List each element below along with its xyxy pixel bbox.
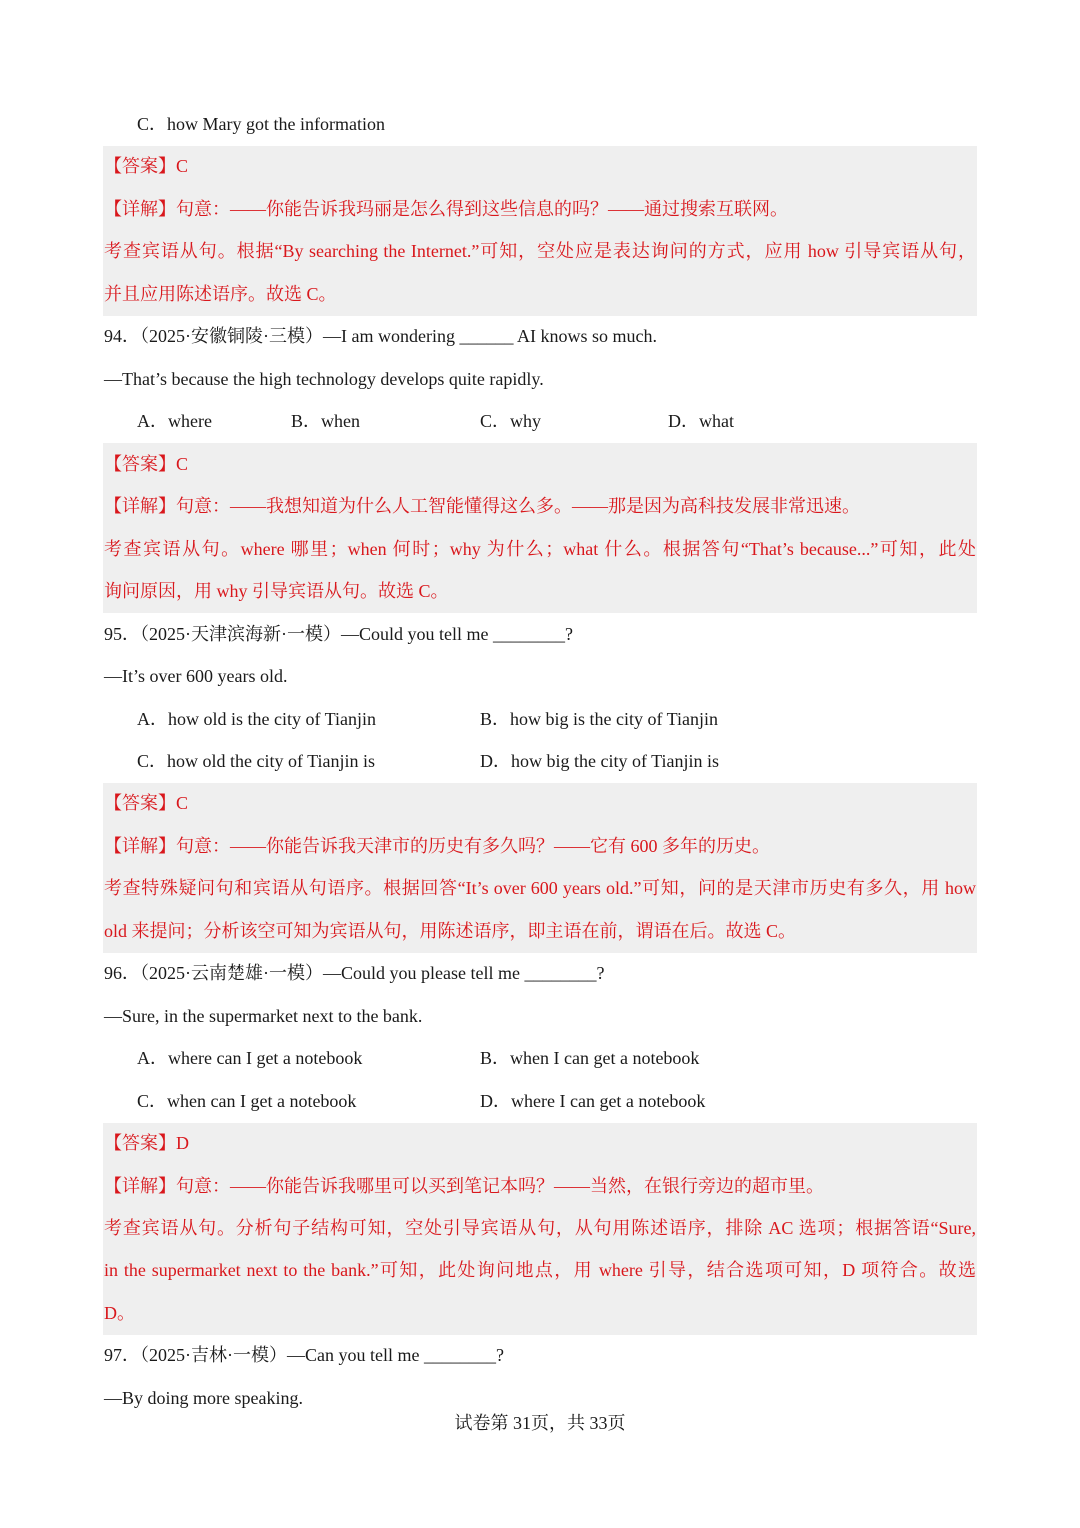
detail-95: 【详解】句意：——你能告诉我天津市的历史有多久吗？——它有 600 多年的历史。 xyxy=(104,836,770,856)
explanation-94-line-2: 询问原因，用 why 引导宾语从句。故选 C。 xyxy=(104,581,449,601)
detail-94: 【详解】句意：——我想知道为什么人工智能懂得这么多。——那是因为高科技发展非常迅速。 xyxy=(104,496,860,516)
question-95-stem: 95．（2025·天津滨海新·一模）—Could you tell me ________? xyxy=(104,624,573,644)
question-97-stem: 97．（2025·吉林·一模）—Can you tell me ________? xyxy=(104,1345,504,1365)
question-94-option-a: A．where xyxy=(137,411,212,431)
question-96-option-c: C．when can I get a notebook xyxy=(137,1091,357,1111)
question-94-stem: 94．（2025·安徽铜陵·三模）—I am wondering ______ AI knows so much. xyxy=(104,326,657,346)
question-94-option-c: C．why xyxy=(480,411,542,431)
detail-96: 【详解】句意：——你能告诉我哪里可以买到笔记本吗？——当然，在银行旁边的超市里。 xyxy=(104,1176,824,1196)
explanation-96-line-2: in the supermarket next to the bank.”可知，此处询问地点，用 where 引导，结合选项可知，D 项符合。故选 xyxy=(104,1260,976,1280)
question-96-reply: —Sure, in the supermarket next to the bank. xyxy=(104,1006,423,1026)
question-94-option-d: D．what xyxy=(668,411,734,431)
question-93-option-c: C．how Mary got the information xyxy=(137,114,385,134)
question-95-reply: —It’s over 600 years old. xyxy=(104,666,288,686)
explanation-95-line-2: old 来提问；分析该空可知为宾语从句，用陈述语序，即主语在前，谓语在后。故选 C。 xyxy=(104,921,797,941)
question-96-option-d: D．where I can get a notebook xyxy=(480,1091,706,1111)
answer-93: 【答案】C xyxy=(104,156,189,176)
question-95-option-c: C．how old the city of Tianjin is xyxy=(137,751,376,771)
explanation-94-line-1: 考查宾语从句。where 哪里；when 何时；why 为什么；what 什么。根据答句“That’s because...”可知，此处 xyxy=(104,539,976,559)
detail-93 xyxy=(104,197,788,221)
question-96-option-b: B．when I can get a notebook xyxy=(480,1048,700,1068)
explanation-93-line-1: 考查宾语从句。根据“By searching the Internet.”可知，空处应是表达询问的方式，应用 how 引导宾语从句， xyxy=(104,241,976,261)
question-95-option-b: B．how big is the city of Tianjin xyxy=(480,709,719,729)
question-96-stem: 96．（2025·云南楚雄·一模）—Could you please tell me ________? xyxy=(104,963,605,983)
detail-93-text: 【详解】句意：——你能告诉我玛丽是怎么得到这些信息的吗？——通过搜索互联网。 xyxy=(104,199,788,219)
answer-95: 【答案】C xyxy=(104,793,189,813)
page-footer: 试卷第 31页，共 33页 xyxy=(454,1413,626,1433)
question-95-option-a: A．how old is the city of Tianjin xyxy=(137,709,377,729)
question-94-reply: —That’s because the high technology develops quite rapidly. xyxy=(104,369,544,389)
question-96-option-a: A．where can I get a notebook xyxy=(137,1048,363,1068)
question-95-option-d: D．how big the city of Tianjin is xyxy=(480,751,720,771)
explanation-96-line-1: 考查宾语从句。分析句子结构可知，空处引导宾语从句，从句用陈述语序，排除 AC 选项；根据答语“Sure, xyxy=(104,1218,976,1238)
explanation-96-line-3: D。 xyxy=(104,1303,135,1323)
explanation-95-line-1: 考查特殊疑问句和宾语从句语序。根据回答“It’s over 600 years old.”可知，问的是天津市历史有多久，用 how xyxy=(104,878,976,898)
answer-94: 【答案】C xyxy=(104,454,189,474)
explanation-93-line-2: 并且应用陈述语序。故选 C。 xyxy=(104,284,337,304)
answer-96: 【答案】D xyxy=(104,1133,189,1153)
question-97-reply: —By doing more speaking. xyxy=(104,1388,303,1408)
question-94-option-b: B．when xyxy=(291,411,360,431)
